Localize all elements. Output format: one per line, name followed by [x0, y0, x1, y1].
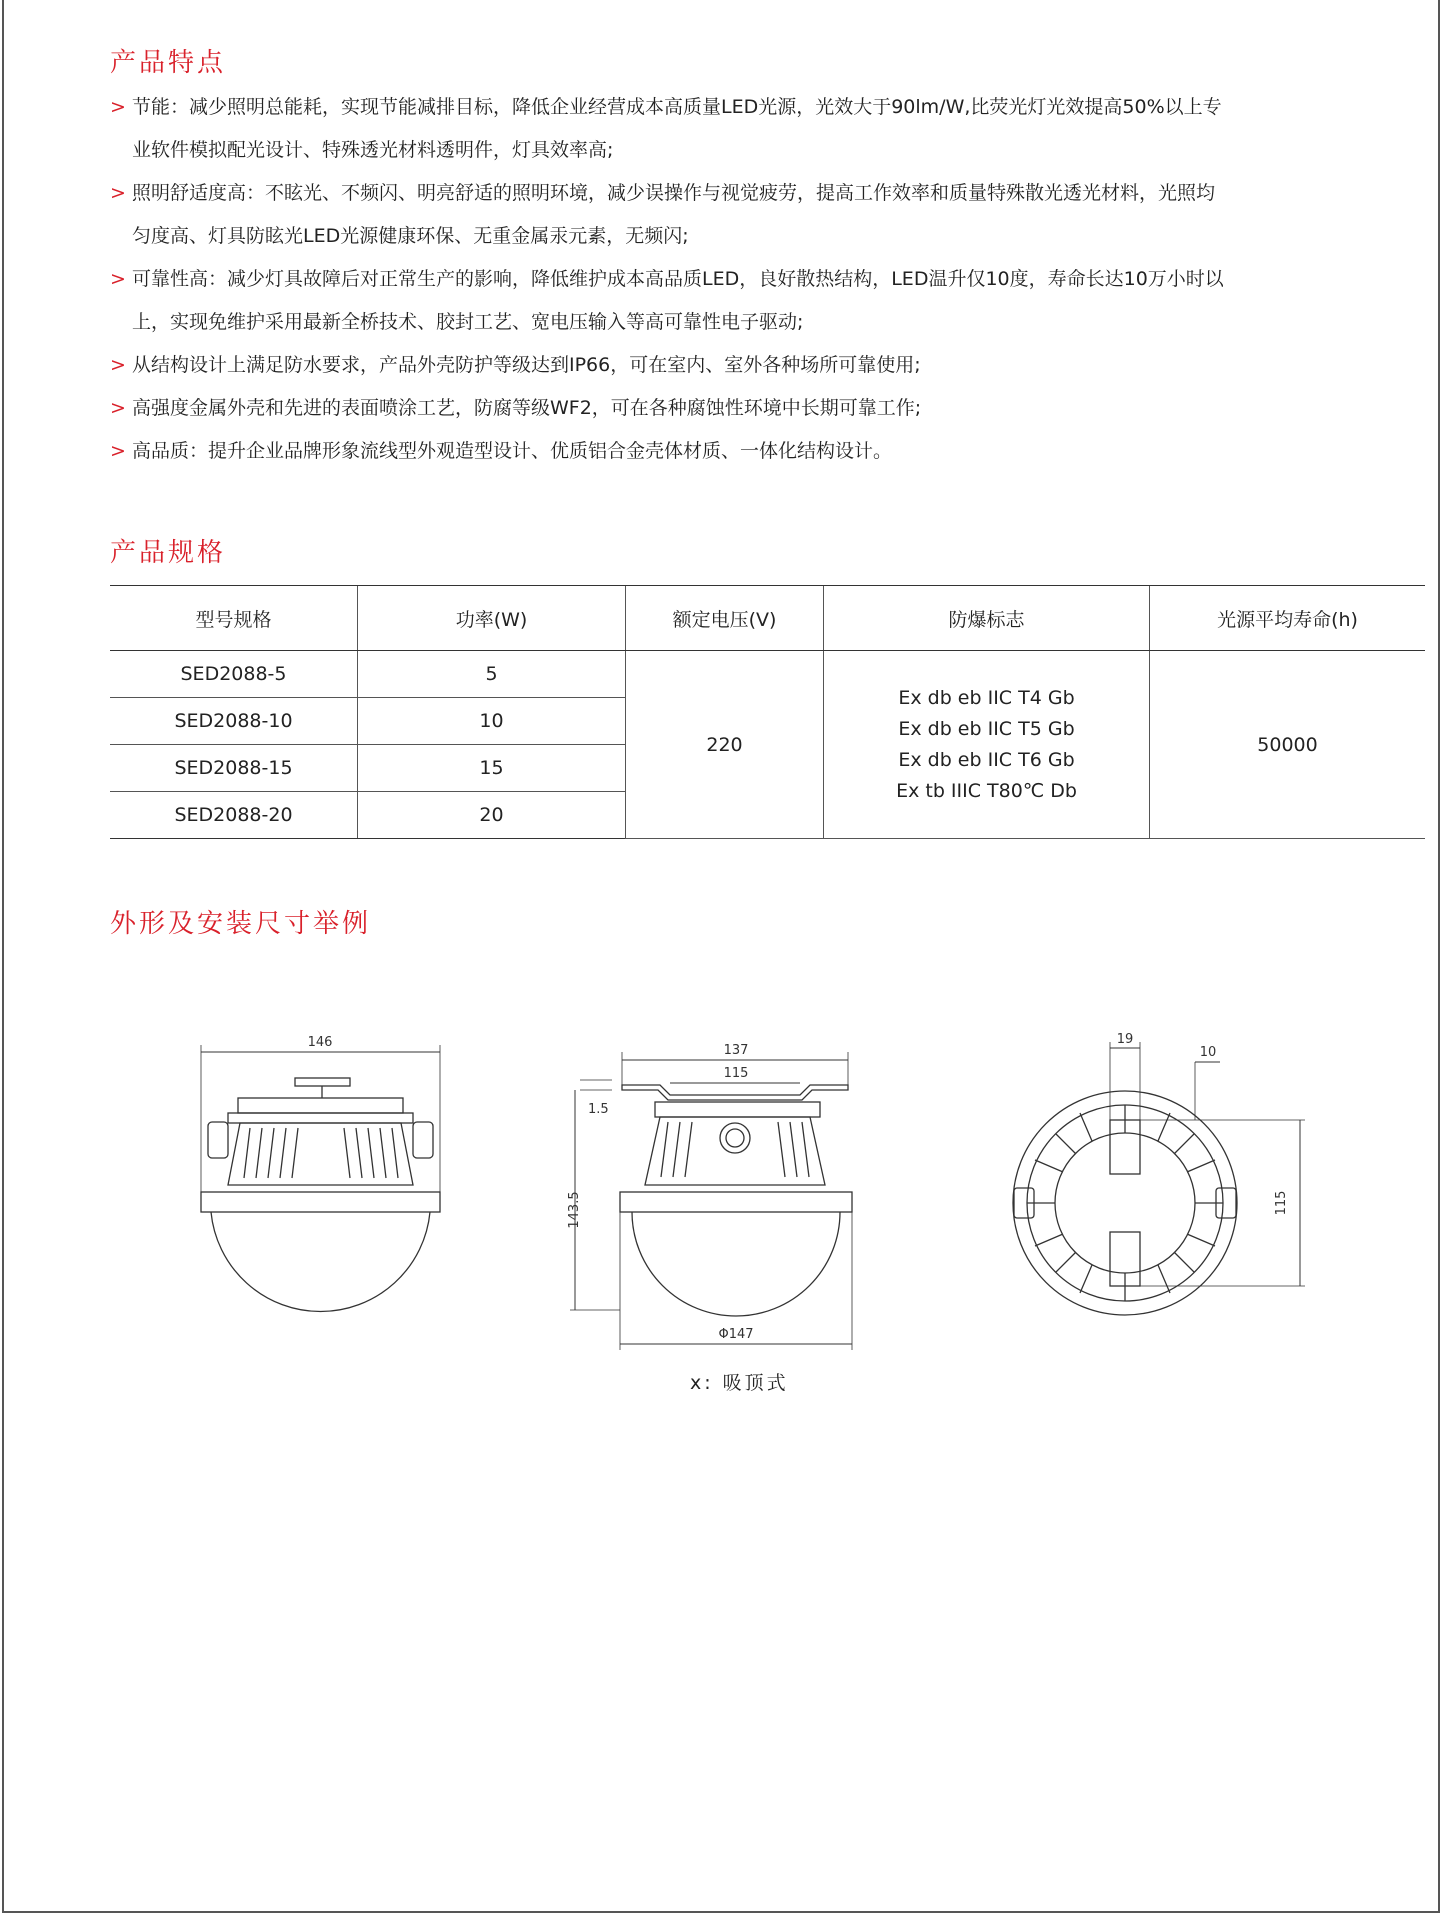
col-header-voltage: 额定电压(V) [626, 586, 824, 651]
feature-text: 上，实现免维护采用最新全桥技术、胶封工艺、宽电压输入等高可靠性电子驱动; [132, 311, 804, 333]
dim-gap: 10 [1199, 1045, 1217, 1060]
ex-mark-line: Ex db eb IIC T4 Gb [898, 686, 1075, 709]
front-view-drawing [567, 1043, 852, 1350]
feature-text: 可靠性高：减少灯具故障后对正常生产的影响，降低维护成本高品质LED，良好散热结构，LED温升仅10度，寿命长达10万小时以 [132, 268, 1224, 290]
life-cell: 50000 [1150, 651, 1426, 839]
ex-mark-line: Ex tb IIIC T80℃ Db [896, 779, 1077, 802]
dim-top-outer: 137 [723, 1043, 749, 1058]
dim-height: 143.5 [567, 1191, 582, 1229]
feature-item [110, 172, 1400, 258]
power-cell: 15 [358, 745, 626, 792]
feature-text: 节能：减少照明总能耗，实现节能减排目标，降低企业经营成本高质量LED光源，光效大于90lm/W,比荧光灯光效提高50%以上专 [132, 96, 1222, 118]
table-row [110, 651, 1425, 698]
col-header-ex-mark: 防爆标志 [824, 586, 1150, 651]
ex-mark-line: Ex db eb IIC T6 Gb [898, 748, 1075, 771]
bullet-arrow-icon: > [110, 182, 126, 204]
ex-mark-cell [824, 651, 1150, 839]
power-cell: 10 [358, 698, 626, 745]
bullet-arrow-icon: > [110, 354, 126, 376]
voltage-cell: 220 [626, 651, 824, 839]
dim-mount: 115 [1274, 1190, 1289, 1216]
bullet-arrow-icon: > [110, 440, 126, 462]
drawing-title: 外形及安装尺寸举例 [110, 909, 372, 939]
specs-title: 产品规格 [110, 538, 227, 568]
model-cell: SED2088-10 [110, 698, 358, 745]
feature-item [110, 387, 1400, 430]
spec-table [110, 585, 1425, 839]
model-cell: SED2088-15 [110, 745, 358, 792]
dim-diameter: Φ147 [718, 1327, 754, 1342]
side-view-drawing [201, 1035, 440, 1312]
feature-item [110, 344, 1400, 387]
feature-text: 匀度高、灯具防眩光LED光源健康环保、无重金属汞元素，无频闪; [132, 225, 689, 247]
model-cell: SED2088-20 [110, 792, 358, 839]
dim-offset: 1.5 [588, 1102, 609, 1117]
dim-top-inner: 115 [723, 1066, 749, 1081]
power-cell: 20 [358, 792, 626, 839]
features-title: 产品特点 [110, 48, 227, 78]
feature-text: 从结构设计上满足防水要求，产品外壳防护等级达到IP66，可在室内、室外各种场所可靠使用; [132, 354, 921, 376]
col-header-life: 光源平均寿命(h) [1150, 586, 1426, 651]
feature-item [110, 430, 1400, 473]
feature-text: 高强度金属外壳和先进的表面喷涂工艺，防腐等级WF2，可在各种腐蚀性环境中长期可靠工作; [132, 397, 922, 419]
feature-text: 高品质：提升企业品牌形象流线型外观造型设计、优质铝合金壳体材质、一体化结构设计。 [132, 440, 893, 462]
feature-text: 业软件模拟配光设计、特殊透光材料透明件，灯具效率高; [132, 139, 614, 161]
dimension-drawings [0, 1010, 1444, 1430]
feature-item [110, 258, 1400, 344]
col-header-power: 功率(W) [358, 586, 626, 651]
drawing-caption: x: 吸顶式 [690, 1372, 789, 1394]
feature-item [110, 86, 1400, 172]
ex-mark-line: Ex db eb IIC T5 Gb [898, 717, 1075, 740]
col-header-model: 型号规格 [110, 586, 358, 651]
feature-text: 照明舒适度高：不眩光、不频闪、明亮舒适的照明环境，减少误操作与视觉疲劳，提高工作效率和质量特殊散光透光材料，光照均 [132, 182, 1216, 204]
model-cell: SED2088-5 [110, 651, 358, 698]
bullet-arrow-icon: > [110, 268, 126, 290]
top-view-drawing [1013, 1032, 1305, 1315]
dim-width-side: 146 [307, 1035, 333, 1050]
dim-bracket: 19 [1116, 1032, 1134, 1047]
bullet-arrow-icon: > [110, 397, 126, 419]
bullet-arrow-icon: > [110, 96, 126, 118]
features-list [110, 86, 1400, 473]
power-cell: 5 [358, 651, 626, 698]
